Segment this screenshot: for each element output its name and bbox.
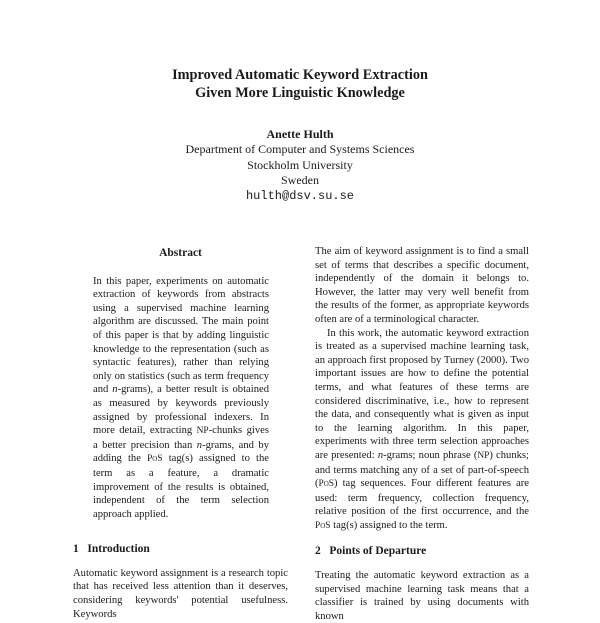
- right-column: [315, 245, 529, 623]
- abstract-body: In this paper, experiments on automatic extraction of keywords from abstracts using a supervised machine learning algorithm are discussed. The main point of this paper is that by adding linguistic knowledge to the representation (such as syntactic features), rather than relying only on statistics (such as term frequency and n-grams), a better result is obtained as measured by keywords previously assigned by professional indexers. In more detail, extracting NP-chunks gives a better precision than n-grams, and by adding the PoS tag(s) assigned to the term as a feature, a dramatic improvement of the results is obtained, independent of the term selection approach applied.: [93, 275, 269, 520]
- author-university: Stockholm University: [247, 157, 353, 172]
- section-1-text: Automatic keyword assignment is a research topic that has received less attention than it deserves, considering keywords' potential usefulness. Keywords: [73, 567, 288, 620]
- right-paragraph-2: In this work, the automatic keyword extraction is treated as a supervised machine learning task, an approach first proposed by Turney (2000). Two important issues are how to define the potential terms, and what features of these terms are considered discriminative, i.e., how to represent the data, and consequently what is given as input to the learning algorithm. In this paper, experiments with three term selection approaches are presented: n-grams; noun phrase (NP) chunks; and terms matching any of a set of part-of-speech (PoS) tag sequences. Four different features are used: term frequency, collection frequency, relative position of the first occurrence, and the PoS tag(s) assigned to the term.: [315, 327, 529, 531]
- right-paragraph-1: The aim of keyword assignment is to find a small set of terms that describes a specific document, independently of the domain it belongs to. However, the latter may very well benefit from the results of the former, as appropriate keywords often are of a terminological character.: [315, 246, 529, 325]
- abstract-heading: Abstract: [159, 247, 202, 259]
- section-1-heading: 1 Introduction: [73, 543, 150, 556]
- author-block: [0, 127, 600, 204]
- title-block: [0, 66, 600, 102]
- author-name: Anette Hulth: [266, 127, 334, 141]
- paper-title: [0, 66, 600, 102]
- author-email: hulth@dsv.su.se: [245, 188, 355, 203]
- title-line-1: Improved Automatic Keyword Extraction: [172, 67, 428, 83]
- author-department: Department of Computer and Systems Sciences: [185, 142, 415, 157]
- title-line-2: Given More Linguistic Knowledge: [195, 85, 405, 101]
- author-country: Sweden: [281, 173, 319, 188]
- section-2-heading: 2 Points of Departure: [315, 545, 427, 558]
- section-2-text: Treating the automatic keyword extraction as a supervised machine learning task means that a classifier is trained by using documents with known: [315, 570, 529, 622]
- left-column: [73, 245, 288, 621]
